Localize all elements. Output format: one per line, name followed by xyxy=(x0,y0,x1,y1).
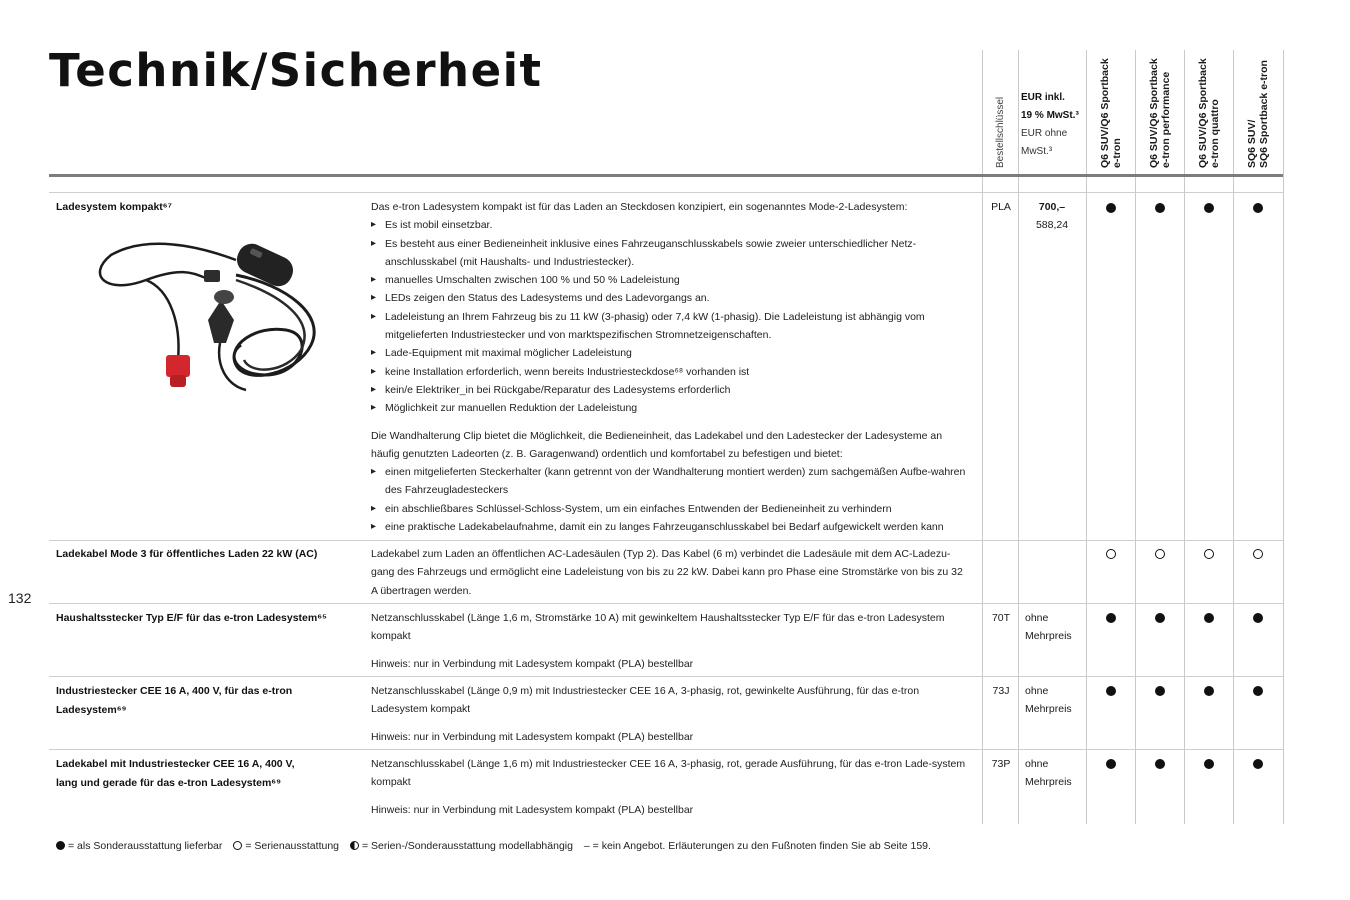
row-4-name: Industriestecker CEE 16 A, 400 V, für das e-tron Ladesystem⁶⁹ xyxy=(56,685,293,716)
row-1-code: PLA xyxy=(991,201,1011,213)
model-header-q6-performance: Q6 SUV/Q6 Sportback e-tron performance xyxy=(1148,58,1172,168)
optional-dot-icon xyxy=(1155,203,1165,213)
row-1-intro-2: Die Wandhalterung Clip bietet die Möglichkeit, die Bedieneinheit, das Ladekabel und den Ladestecker der Ladesysteme an häufig genutzten Ladeorten (z. B. Garagenwand) ordentlich und komfortabel zu befestigen und bietet: xyxy=(371,429,943,460)
row-separator xyxy=(49,540,1283,541)
list-item: ▸ Es ist mobil einsetzbar. xyxy=(371,216,971,234)
column-divider xyxy=(1018,50,1019,824)
optional-dot-icon xyxy=(1155,759,1165,769)
row-1-bullets xyxy=(371,216,971,417)
row-5-name: Ladekabel mit Industriestecker CEE 16 A, 400 V, lang und gerade für das e-tron Ladesystem⁶⁹ xyxy=(56,758,295,789)
row-5-note: Hinweis: nur in Verbindung mit Ladesystem kompakt (PLA) bestellbar xyxy=(371,803,694,816)
vehicle-connector-icon xyxy=(208,290,234,343)
household-plug-icon xyxy=(204,270,220,282)
legend xyxy=(56,840,931,852)
row-3-name: Haushaltsstecker Typ E/F für das e-tron Ladesystem⁶⁵ xyxy=(56,612,327,624)
model-header-q6-etron: Q6 SUV/Q6 Sportback e-tron xyxy=(1099,58,1123,168)
optional-dot-icon xyxy=(1204,203,1214,213)
row-4-description xyxy=(371,682,971,746)
row-1-intro: Das e-tron Ladesystem kompakt ist für das Laden an Steckdosen konzipiert, ein sogenanntes Mode-2-Ladesystem: xyxy=(371,201,908,213)
row-separator xyxy=(49,749,1283,750)
list-item: ▸ einen mitgelieferten Steckerhalter (kann getrennt von der Wandhalterung montiert werden) zum sachgemäßen Aufbe-wahren des Fahrzeugladesteckers xyxy=(371,463,971,500)
charging-system-image xyxy=(86,225,326,395)
optional-dot-icon xyxy=(1155,686,1165,696)
row-4-note: Hinweis: nur in Verbindung mit Ladesystem kompakt (PLA) bestellbar xyxy=(371,730,694,743)
column-divider xyxy=(1184,50,1185,824)
column-divider xyxy=(1135,50,1136,824)
list-item: ▸ Ladeleistung an Ihrem Fahrzeug bis zu 11 kW (3-phasig) oder 7,4 kW (1-phasig). Die Ladeleistung ist abhängig vom mitgelieferten Industriestecker und von marktspezifischen Stromnetzeigenschaften. xyxy=(371,308,971,345)
row-2-name: Ladekabel Mode 3 für öffentliches Laden 22 kW (AC) xyxy=(56,548,318,560)
list-item: ▸ ein abschließbares Schlüssel-Schloss-System, um ein einfaches Entwenden der Bedieneinheit zu verhindern xyxy=(371,500,971,518)
row-5-text: Netzanschlusskabel (Länge 1,6 m) mit Industriestecker CEE 16 A, 3-phasig, rot, gerade Ausführung, für das e-tron Lade-system kompakt xyxy=(371,758,966,789)
standard-circle-icon xyxy=(233,841,242,850)
optional-dot-icon xyxy=(1204,686,1214,696)
row-3-code: 70T xyxy=(991,612,1011,624)
row-3-description xyxy=(371,609,971,673)
optional-dot-icon xyxy=(1106,203,1116,213)
row-1-bullets-2 xyxy=(371,463,971,536)
legend-dependent: = Serien-/Sonderausstattung modellabhängig xyxy=(361,840,573,852)
column-divider xyxy=(982,50,983,824)
column-divider xyxy=(1233,50,1234,824)
row-separator xyxy=(49,676,1283,677)
list-item: ▸ LEDs zeigen den Status des Ladesystems und des Ladevorgangs an. xyxy=(371,289,971,307)
standard-circle-icon xyxy=(1155,549,1165,559)
list-item: ▸ Möglichkeit zur manuellen Reduktion der Ladeleistung xyxy=(371,399,971,417)
price-header-net-1: EUR ohne xyxy=(1021,128,1068,139)
optional-dot-icon xyxy=(1253,686,1263,696)
industrial-plug-icon xyxy=(166,355,190,387)
header-rule xyxy=(49,174,1283,177)
optional-dot-icon xyxy=(1253,203,1263,213)
optional-dot-icon xyxy=(56,841,65,850)
row-4-code: 73J xyxy=(992,685,1010,697)
half-circle-icon xyxy=(350,841,359,850)
standard-circle-icon xyxy=(1106,549,1116,559)
optional-dot-icon xyxy=(1106,759,1116,769)
page-number: 132 xyxy=(8,590,32,606)
standard-circle-icon xyxy=(1253,549,1263,559)
row-separator xyxy=(49,603,1283,604)
optional-dot-icon xyxy=(1204,759,1214,769)
row-3-note: Hinweis: nur in Verbindung mit Ladesystem kompakt (PLA) bestellbar xyxy=(371,657,694,670)
row-1-price xyxy=(1022,198,1082,235)
optional-dot-icon xyxy=(1106,686,1116,696)
list-item: ▸ kein/e Elektriker_in bei Rückgabe/Reparatur des Ladesystems erforderlich xyxy=(371,381,971,399)
column-divider xyxy=(1283,50,1284,824)
row-5-description xyxy=(371,755,971,819)
optional-dot-icon xyxy=(1106,613,1116,623)
row-5-code: 73P xyxy=(991,758,1011,770)
list-item: ▸ Lade-Equipment mit maximal möglicher Ladeleistung xyxy=(371,344,971,362)
row-3-text: Netzanschlusskabel (Länge 1,6 m, Stromstärke 10 A) mit gewinkeltem Haushaltsstecker Typ E/F für das e-tron Ladesystem kompakt xyxy=(371,612,945,643)
price-gross: 700,– xyxy=(1038,201,1066,213)
standard-circle-icon xyxy=(1204,549,1214,559)
row-4-text: Netzanschlusskabel (Länge 0,9 m) mit Industriestecker CEE 16 A, 3-phasig, rot, gewinkelte Ausführung, für das e-tron Ladesystem kompakt xyxy=(371,685,920,716)
row-1-name: Ladesystem kompakt⁶⁷ xyxy=(56,201,172,213)
optional-dot-icon xyxy=(1253,759,1263,769)
model-header-q6-quattro: Q6 SUV/Q6 Sportback e-tron quattro xyxy=(1197,58,1221,168)
row-3-price: ohne Mehrpreis xyxy=(1025,612,1072,643)
legend-none: – = kein Angebot. Erläuterungen zu den Fußnoten finden Sie ab Seite 159. xyxy=(583,840,931,852)
optional-dot-icon xyxy=(1204,613,1214,623)
list-item: ▸ manuelles Umschalten zwischen 100 % und 50 % Ladeleistung xyxy=(371,271,971,289)
row-2-description: Ladekabel zum Laden an öffentlichen AC-Ladesäulen (Typ 2). Das Kabel (6 m) verbindet die Ladesäule mit dem AC-Ladezu-gang des Fahrzeugs und ermöglicht eine Ladeleistung von bis zu 22 kW. Dabei kann pro Phase eine Stromstärke von bis zu 32 A übertragen werden. xyxy=(371,548,963,597)
row-4-price: ohne Mehrpreis xyxy=(1025,685,1072,716)
price-header-gross-2: 19 % MwSt.³ xyxy=(1021,110,1079,121)
legend-optional: = als Sonderausstattung lieferbar xyxy=(68,840,223,852)
price-net: 588,24 xyxy=(1035,219,1069,232)
price-header xyxy=(1021,89,1079,161)
header-thin-rule xyxy=(49,192,1283,193)
list-item: ▸ eine praktische Ladekabelaufnahme, damit ein zu langes Fahrzeuganschlusskabel bei Bedarf aufgewickelt werden kann xyxy=(371,518,971,536)
column-divider xyxy=(1086,50,1087,824)
order-key-header: Bestellschlüssel xyxy=(995,96,1006,168)
model-header-sq6: SQ6 SUV/ SQ6 Sportback e-tron xyxy=(1246,60,1270,168)
list-item: ▸ Es besteht aus einer Bedieneinheit inklusive eines Fahrzeuganschlusskabels sowie zweier unterschiedlicher Netz-anschlusskabel (mit Haushalts- und Industriestecker). xyxy=(371,235,971,272)
row-5-price: ohne Mehrpreis xyxy=(1025,758,1072,789)
optional-dot-icon xyxy=(1155,613,1165,623)
price-header-gross-1: EUR inkl. xyxy=(1021,92,1065,103)
legend-standard: = Serienausstattung xyxy=(245,840,340,852)
optional-dot-icon xyxy=(1253,613,1263,623)
page-title: Technik/Sicherheit xyxy=(49,44,543,97)
row-1-description xyxy=(371,198,971,536)
price-header-net-2: MwSt.³ xyxy=(1021,146,1053,157)
list-item: ▸ keine Installation erforderlich, wenn bereits Industriesteckdose⁶⁸ vorhanden ist xyxy=(371,363,971,381)
